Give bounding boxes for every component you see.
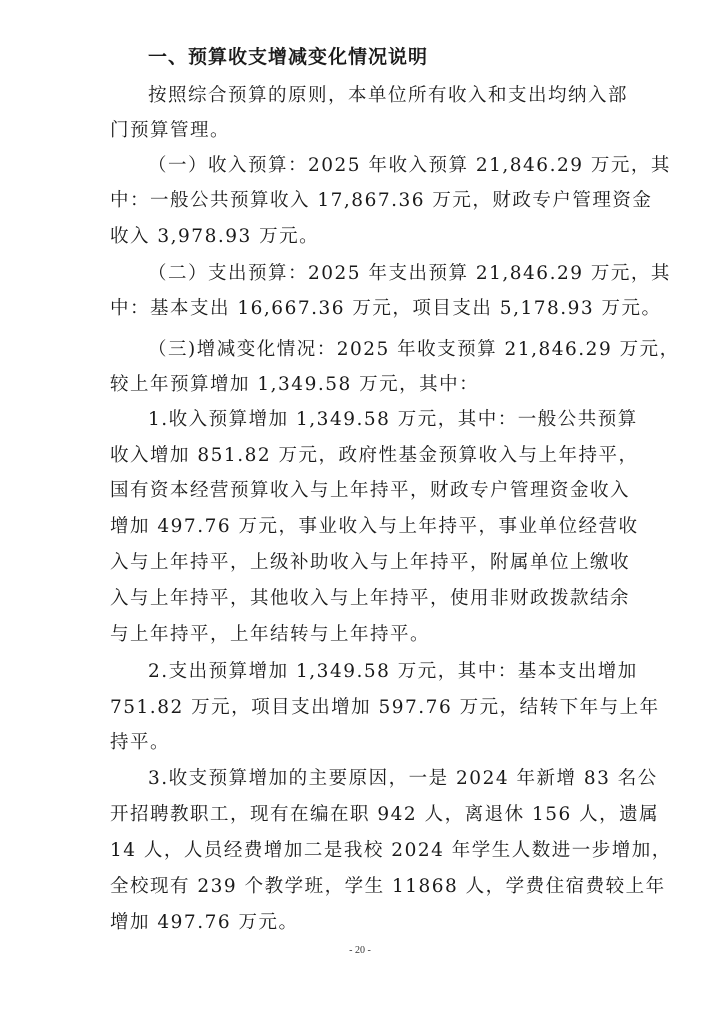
paragraph-line: （一）收入预算：2025 年收入预算 21,846.29 万元，其 (148, 155, 671, 176)
paragraph-line: 门预算管理。 (110, 120, 231, 141)
paragraph-line: 开招聘教职工，现有在编在职 942 人，离退休 156 人，遗属 (110, 804, 660, 825)
paragraph-line: 751.82 万元，项目支出增加 597.76 万元，结转下年与上年 (110, 697, 660, 718)
paragraph-line: 14 人，人员经费增加二是我校 2024 年学生人数进一步增加， (110, 840, 672, 861)
paragraph-line: 3.收支预算增加的主要原因，一是 2024 年新增 83 名公 (148, 768, 658, 789)
paragraph-line: 收入增加 851.82 万元，政府性基金预算收入与上年持平， (110, 445, 639, 466)
paragraph-line: 中：一般公共预算收入 17,867.36 万元，财政专户管理资金 (110, 190, 653, 211)
paragraph-line: 持平。 (110, 732, 171, 753)
paragraph-line: 收入 3,978.93 万元。 (110, 226, 320, 247)
section-heading: 一、预算收支增减变化情况说明 (148, 46, 429, 68)
paragraph-line: 2.支出预算增加 1,349.58 万元，其中：基本支出增加 (148, 661, 638, 682)
paragraph-line: 全校现有 239 个教学班，学生 11868 人，学费住宿费较上年 (110, 876, 666, 897)
paragraph-line: 与上年持平，上年结转与上年持平。 (110, 624, 431, 645)
paragraph-line: 1.收入预算增加 1,349.58 万元，其中：一般公共预算 (148, 409, 638, 430)
paragraph-line: 国有资本经营预算收入与上年持平，财政专户管理资金收入 (110, 480, 631, 501)
paragraph-line: 增加 497.76 万元，事业收入与上年持平，事业单位经营收 (110, 516, 639, 537)
paragraph-line: （三)增减变化情况：2025 年收支预算 21,846.29 万元， (148, 339, 680, 360)
paragraph-line: 入与上年持平，上级补助收入与上年持平，附属单位上缴收 (110, 552, 631, 573)
paragraph-line: 入与上年持平，其他收入与上年持平，使用非财政拨款结余 (110, 588, 631, 609)
paragraph-line: 按照综合预算的原则，本单位所有收入和支出均纳入部 (148, 85, 629, 106)
paragraph-line: 较上年预算增加 1,349.58 万元，其中： (110, 374, 480, 395)
paragraph-line: 中：基本支出 16,667.36 万元，项目支出 5,178.93 万元。 (110, 298, 662, 319)
paragraph-line: （二）支出预算：2025 年支出预算 21,846.29 万元，其 (148, 263, 671, 284)
paragraph-line: 增加 497.76 万元。 (110, 912, 299, 933)
page-number: - 20 - (349, 945, 371, 956)
